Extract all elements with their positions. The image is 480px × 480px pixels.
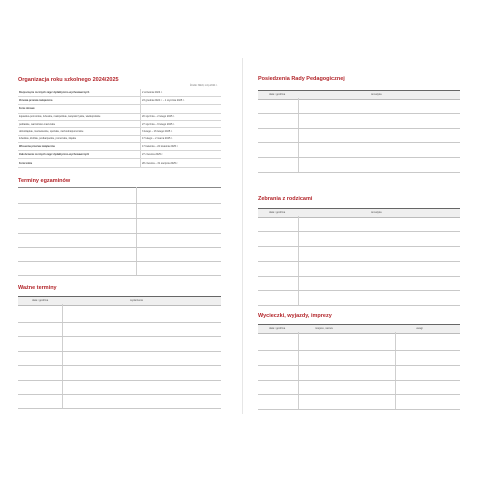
- organization-row: [18, 151, 221, 159]
- organization-row-label: Ferie zimowe: [18, 105, 141, 113]
- column-header-date: data i godzina: [32, 298, 49, 302]
- organization-row-label: Rozpoczęcie rocznych zajęć dydaktyczno-wychowawczych: [18, 89, 141, 97]
- organization-row-value: 28 czerwca – 31 sierpnia 2025 r.: [141, 159, 222, 167]
- column-header-event: wydarzenie: [130, 298, 144, 302]
- column-header-notes: uwagi: [416, 326, 423, 330]
- organization-row-label: Ferie letnie: [18, 159, 141, 167]
- organization-row-value: 3 lutego – 16 lutego 2025 r.: [141, 128, 222, 135]
- notebook-spine: [242, 58, 243, 414]
- organization-row: [18, 143, 221, 151]
- organization-row-label: podlaskie, warmińsko-mazurskie: [18, 120, 141, 127]
- organization-row-label: lubelskie, łódzkie, podkarpackie, pomorskie, śląskie: [18, 135, 141, 142]
- organization-row: [18, 159, 221, 167]
- column-header-topic: tematyka: [371, 210, 382, 214]
- parent-meetings-title: Zebrania z rodzicami: [258, 196, 313, 202]
- organization-row-value: 2 września 2024 r.: [141, 89, 222, 97]
- column-header-date: data i godzina: [269, 326, 286, 330]
- trips-events-header: [258, 324, 460, 334]
- organization-row-label: dolnośląskie, mazowieckie, opolskie, zachodniopomorskie: [18, 128, 141, 135]
- organization-row-label: Zakończenie rocznych zajęć dydaktyczno-wychowawczych: [18, 151, 141, 159]
- exams-title: Terminy egzaminów: [18, 178, 71, 184]
- right-page: [248, 58, 472, 414]
- organization-row-label: kujawsko-pomorskie, lubuskie, małopolskie, świętokrzyskie, wielkopolskie: [18, 113, 141, 120]
- council-meetings-title: Posiedzenia Rady Pedagogicznej: [258, 76, 345, 82]
- column-header-topic: tematyka: [371, 92, 382, 96]
- organization-row: [18, 89, 221, 97]
- column-header-place: miejsce, nazwa: [315, 326, 333, 330]
- important-dates-header: [18, 296, 221, 306]
- organization-row-value: [141, 105, 222, 113]
- organization-title: Organizacja roku szkolnego 2024/2025: [18, 77, 119, 83]
- council-meetings-header: [258, 90, 460, 100]
- organization-row: [18, 105, 221, 113]
- organization-row: [18, 135, 221, 142]
- organization-row-label: Zimowa przerwa świąteczna: [18, 97, 141, 105]
- important-dates-title: Ważne terminy: [18, 285, 57, 291]
- column-header-date: data i godzina: [269, 92, 286, 96]
- trips-events-title: Wycieczki, wyjazdy, imprezy: [258, 313, 332, 319]
- organization-row-label: Wiosenna przerwa świąteczna: [18, 143, 141, 151]
- parent-meetings-header: [258, 208, 460, 218]
- organization-row: [18, 120, 221, 127]
- column-header-date: data i godzina: [269, 210, 286, 214]
- organization-row-value: 20 stycznia – 2 lutego 2025 r.: [141, 113, 222, 120]
- organization-table: [18, 89, 221, 168]
- organization-row: [18, 113, 221, 120]
- organization-source-note: Źródło: MEN, rozp.2024 r.: [190, 84, 218, 87]
- organization-row-value: 17 kwietnia – 22 kwietnia 2025 r.: [141, 143, 222, 151]
- organization-row-value: 17 lutego – 2 marca 2025 r.: [141, 135, 222, 142]
- organization-row-value: 27 stycznia – 9 lutego 2025 r.: [141, 120, 222, 127]
- organization-row-value: 23 grudnia 2024 r. – 1 stycznia 2025 r.: [141, 97, 222, 105]
- organization-row: [18, 128, 221, 135]
- organization-row: [18, 97, 221, 105]
- organization-row-value: 27 czerwca 2025 r.: [141, 151, 222, 159]
